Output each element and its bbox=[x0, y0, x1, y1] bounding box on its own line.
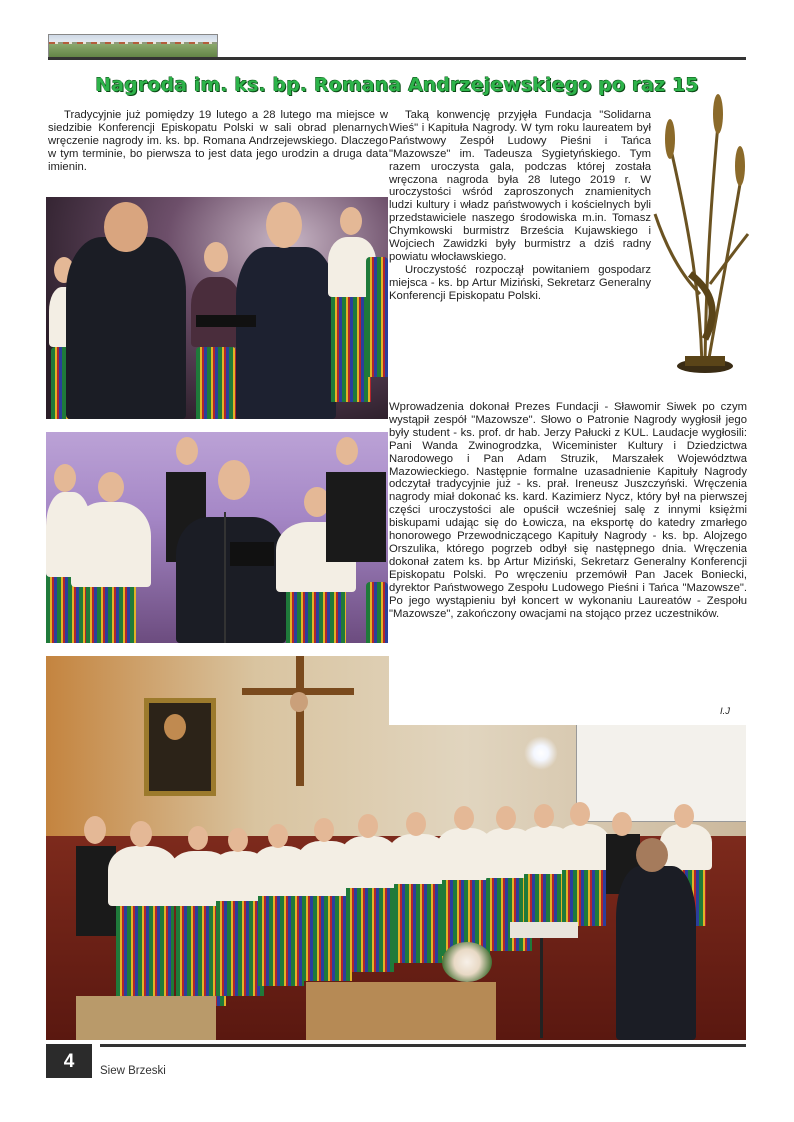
photo-priest-speech bbox=[46, 432, 388, 643]
intro-paragraph: Tradycyjnie już pomiędzy 19 lutego a 28 lutego ma miejsce w siedzibie Konferencji Episkopatu Polski w sali obrad plenarnych wręczenie nagrody im. ks. bp. Romana Andrzejewskiego. Dlaczego w tym terminie, bo pierwsza to jest data jego urodzin a druga data imienin. bbox=[48, 109, 388, 173]
award-statue-image bbox=[650, 94, 750, 384]
page-number: 4 bbox=[46, 1044, 92, 1078]
text-overlay-box bbox=[389, 640, 747, 725]
right-column-text bbox=[389, 109, 651, 303]
author-signature: I.J bbox=[720, 706, 731, 717]
publication-name: Siew Brzeski bbox=[100, 1065, 166, 1077]
header-rule bbox=[48, 57, 746, 60]
paragraph-ceremony-start: Uroczystość rozpoczął powitaniem gospodarz miejsca - ks. bp Artur Miziński, Sekretarz Generalny Konferencji Episkopatu Polski. bbox=[389, 263, 651, 302]
article-title: Nagroda im. ks. bp. Romana Andrzejewskiego po raz 15 bbox=[95, 74, 699, 96]
photo-award-handover bbox=[46, 197, 388, 419]
footer-rule bbox=[100, 1044, 746, 1047]
wide-column-text-visible: Wprowadzenia dokonał Prezes Fundacji - Sławomir Siwek po czym wystąpił zespół "Mazowsze". Słowo o Patronie Nagrody wygłosił jego były student - ks. prof. dr hab. Jerzy Pałucki z KUL. Laudacje wygłosili: Pani Wanda Zwinogrodzka, Wiceminister Kultury i Dziedzictwa Narodowego i Pan Adam Struzik, Marszałek Województwa Mazowieckiego. Następnie formalne uzasadnienie Kapituły Nagrody odczytał tradycyjnie już - ks. prał. Ireneusz Juszczyński. Wręczenia nagrody miał dokonać ks. kard. Kazimierz Nycz, który był na pierwszej części uroczystości ale opuścił wcześniej salę z innymi księżmi biskupami udając się do Łowicza, na eksportę do katedry zmarłego honorowego Przewodniczącego Kapituły Nagrody - ks. bp. Alojzego Orszulika, którego pogrzeb odbył się następnego dnia. Wręczenia dokonał zatem ks. bp Artur Miziński, Sekretarz Generalny Konferencji Episkopatu Polski. Po wręczeniu przemówił Pan Jacek Boniecki, dyrektor Państwowego Zespołu Ludowego Pieśni i Tańca "Mazowsze". Po jego wystąpieniu był koncert w wykonaniu Laureatów - Zespołu "Mazowsze", zakończony owacjami na stojąco przez uczestników. bbox=[389, 401, 747, 620]
paragraph-laureate: Taką konwencję przyjęła Fundacja "Solidarna Wieś" i Kapituła Nagrody. W tym roku laureatem był Państwowy Zespół Ludowy Pieśni i Tańca "Mazowsze" im. Tadeusza Sygietyńskiego. Tym razem uroczysta gala, podczas której została wręczona nagroda była 28 lutego 2019 r. W uroczystości wśród zaproszonych znamienitych ludzi kultury i władz państwowych i kościelnych byli przedstawiciele naszego środowiska m.in. Tomasz Chymkowski burmistrz Brześcia Kujawskiego i Wojciech Zawidzki były burmistrz a dziś radny powiatu włocławskiego. bbox=[389, 109, 651, 263]
